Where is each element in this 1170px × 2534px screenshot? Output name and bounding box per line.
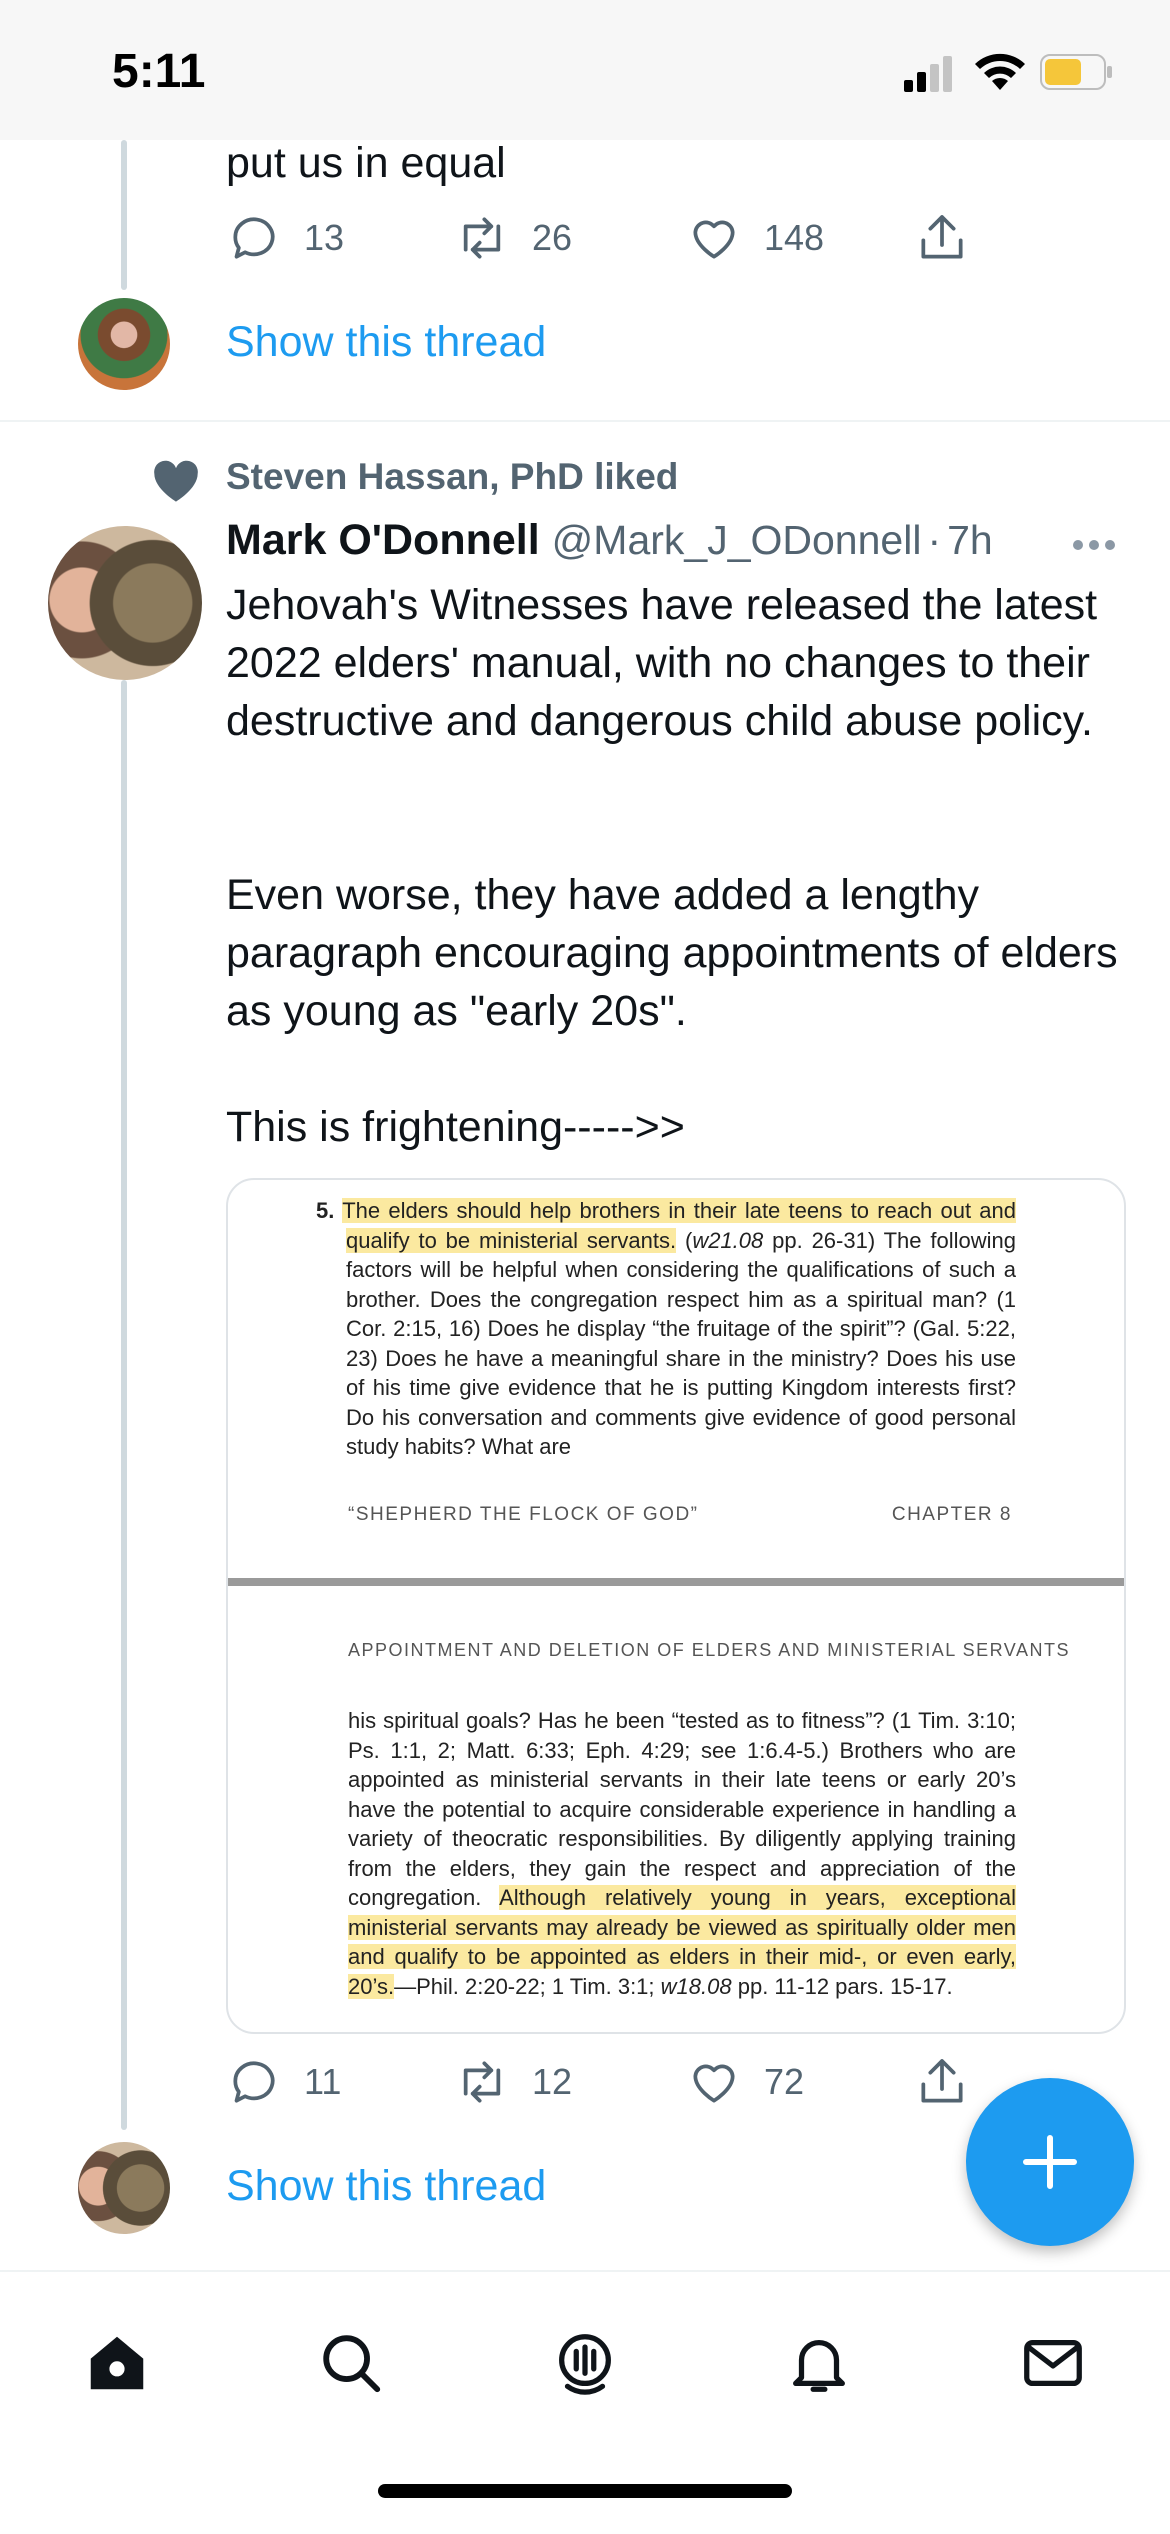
doc-tail-end: pp. 11-12 pars. 15-17. xyxy=(731,1973,953,1999)
like-button[interactable] xyxy=(686,210,824,266)
thread-line xyxy=(121,680,127,2130)
spaces-icon[interactable] xyxy=(550,2328,620,2398)
thread-line xyxy=(121,140,127,290)
tweet-text-para2: Even worse, they have added a lengthy paragraph encouraging appointments of elders as young as "early 20s". xyxy=(226,871,1118,1035)
heart-icon xyxy=(686,210,742,266)
heart-icon xyxy=(686,2054,742,2110)
home-indicator xyxy=(378,2484,792,2498)
wifi-icon xyxy=(972,52,1028,92)
compose-tweet-button[interactable] xyxy=(966,2078,1134,2246)
more-options-icon[interactable] xyxy=(1070,530,1118,560)
notifications-icon[interactable] xyxy=(784,2328,854,2398)
author-avatar[interactable] xyxy=(48,526,202,680)
avatar[interactable] xyxy=(78,2142,170,2234)
reply-button[interactable] xyxy=(226,210,344,266)
retweet-button[interactable] xyxy=(454,2054,572,2110)
doc-ref-1: w21.08 xyxy=(692,1227,764,1253)
tweet-text-tail: put us in equal xyxy=(226,139,506,187)
doc-paragraph-number: 5. xyxy=(316,1198,335,1223)
like-count: 72 xyxy=(764,2061,805,2102)
retweet-icon xyxy=(454,2054,510,2110)
retweet-count: 26 xyxy=(532,217,573,258)
doc-page2-header: APPOINTMENT AND DELETION OF ELDERS AND MINISTERIAL SERVANTS xyxy=(348,1640,1070,1660)
reply-count: 11 xyxy=(304,2061,342,2102)
author-name[interactable]: Mark O'Donnell xyxy=(226,516,540,564)
share-button[interactable] xyxy=(914,2054,970,2110)
show-thread-link[interactable]: Show this thread xyxy=(226,318,547,366)
status-bar xyxy=(0,0,1170,140)
doc-page1-paragraph: 5. The elders should help brothers in their late teens to reach out and qualify to be ministerial servants. (w21.08 pp. 26-31) The following factors will be helpful when considering the qualifications of such a brother. Does the congregation respect him as a spiritual man? (1 Cor. 2:15, 16) Does he display “the fruitage of the spirit”? (Gal. 5:22, 23) Does he have a meaningful share in the ministry? Does his use of his time give evidence that he is putting Kingdom interests first? Do his conversation and comments give evidence of good personal study habits? What are xyxy=(316,1198,1017,1459)
show-thread-link[interactable]: Show this thread xyxy=(226,2162,547,2210)
share-icon xyxy=(914,210,970,266)
tweet-media-image[interactable] xyxy=(226,1178,1126,2034)
home-icon[interactable] xyxy=(82,2328,152,2398)
doc-highlight-2: Although relatively young in years, exceptional ministerial servants may already be viewed as spiritually older men and qualify to be appointed as elders in their mid-, or even early, 20’s. xyxy=(348,1885,1016,1999)
plus-icon xyxy=(1020,2132,1080,2192)
doc-footer-right: CHAPTER 8 xyxy=(891,1504,1012,1525)
share-button[interactable] xyxy=(914,210,970,266)
page-separator xyxy=(228,1578,1124,1586)
doc-body-2: his spiritual goals? Has he been “tested as to fitness”? (1 Tim. 3:10; Ps. 1:1, 2; Matt. 6:33; Eph. 4:29; see 1:6.4-5.) Brothers who are appointed as ministerial servants in their late teens or early 20’s have the potential to acquire considerable experience in handling a variety of theocratic responsibilities. By diligently applying training from the elders, they gain the respect and appreciation of the congregation. xyxy=(348,1708,1016,1910)
battery-icon xyxy=(1040,54,1114,92)
doc-footer-left: “SHEPHERD THE FLOCK OF GOD” xyxy=(348,1504,699,1525)
reply-icon xyxy=(226,210,282,266)
social-context[interactable]: Steven Hassan, PhD liked xyxy=(226,456,679,497)
tweet-text-para3: This is frightening----->> xyxy=(226,1103,685,1151)
retweet-button[interactable] xyxy=(454,210,572,266)
doc-highlight-1: The elders should help brothers in their late teens to reach out and qualify to be ministerial servants. xyxy=(342,1198,1017,1253)
retweet-count: 12 xyxy=(532,2061,573,2102)
reply-icon xyxy=(226,2054,282,2110)
tweet-header xyxy=(226,516,993,565)
reply-count: 13 xyxy=(304,217,345,258)
status-time: 5:11 xyxy=(112,45,206,98)
reply-button[interactable] xyxy=(226,2054,341,2110)
tweet-time[interactable]: 7h xyxy=(947,517,993,563)
tweet-text-para1: Jehovah's Witnesses have released the latest 2022 elders' manual, with no changes to their destructive and dangerous child abuse policy. xyxy=(226,581,1098,745)
messages-icon[interactable] xyxy=(1018,2328,1088,2398)
divider xyxy=(0,420,1170,422)
doc-page2-paragraph xyxy=(348,1706,1016,2001)
cellular-signal-icon xyxy=(904,54,952,94)
heart-filled-icon xyxy=(150,456,202,504)
separator: · xyxy=(927,517,942,563)
like-count: 148 xyxy=(764,217,825,258)
doc-body-1: pp. 26-31) The following factors will be helpful when considering the qualifications of such a brother. Does the congregation respect him as a spiritual man? (1 Cor. 2:15, 16) Does he display “the fruitage of the spirit”? (Gal. 5:22, 23) Does he have a meaningful share in the ministry? Does his use of his time give evidence that he is putting Kingdom interests first? Do his conversation and comments give evidence of good personal study habits? What are xyxy=(346,1227,1016,1459)
retweet-icon xyxy=(454,210,510,266)
doc-ref-2: w18.08 xyxy=(660,1973,732,1999)
share-icon xyxy=(914,2054,970,2110)
author-handle[interactable]: @Mark_J_ODonnell xyxy=(551,517,922,563)
avatar[interactable] xyxy=(78,298,170,390)
doc-tail: —Phil. 2:20-22; 1 Tim. 3:1; xyxy=(394,1973,661,1999)
search-icon[interactable] xyxy=(316,2328,386,2398)
like-button[interactable] xyxy=(686,2054,804,2110)
